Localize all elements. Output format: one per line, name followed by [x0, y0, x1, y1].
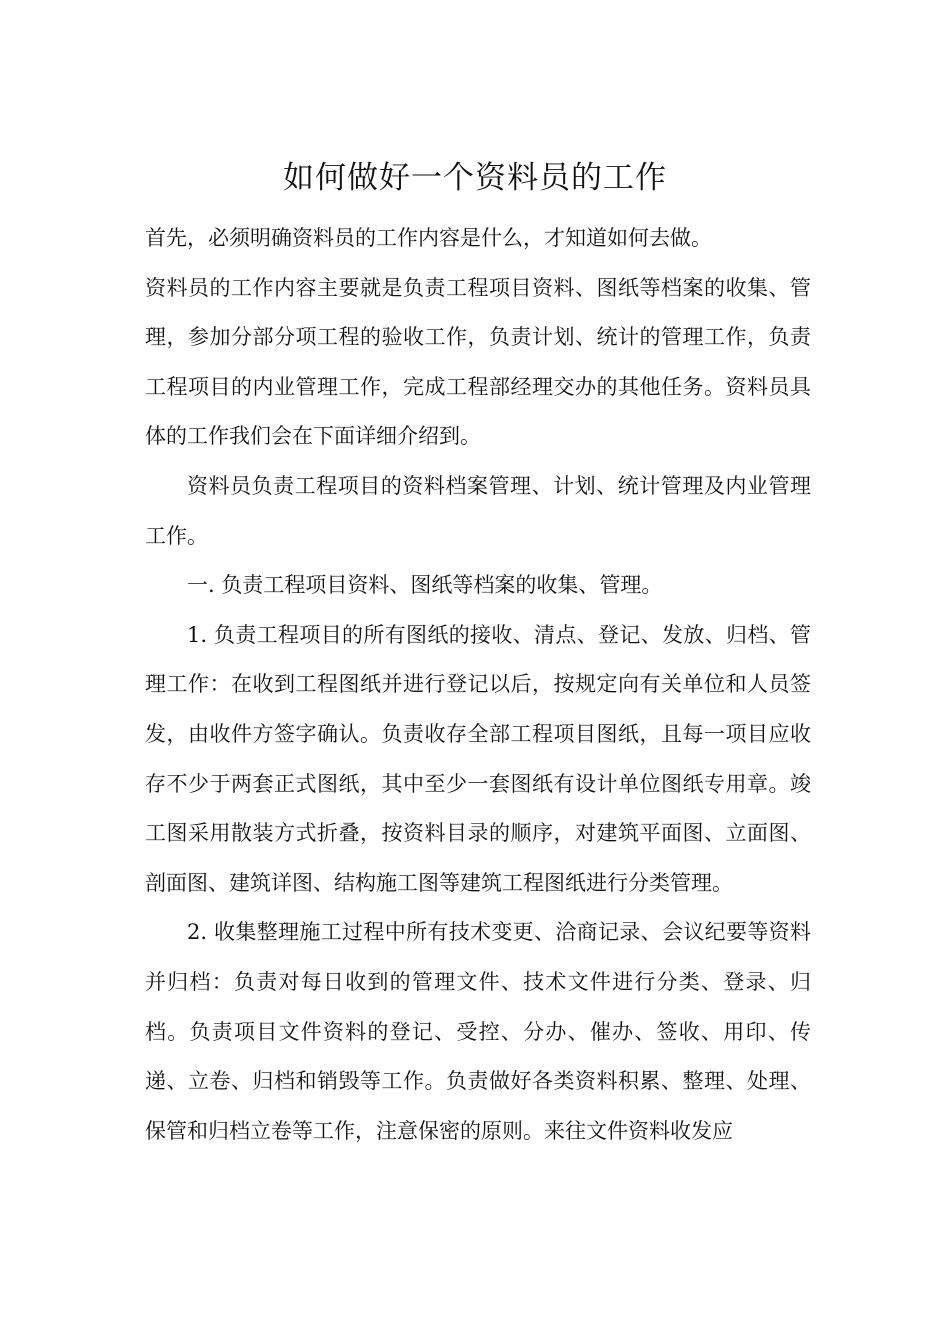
paragraph-work-content: 资料员的工作内容主要就是负责工程项目资料、图纸等档案的收集、管理，参加分部分项工程的验收工作，负责计划、统计的管理工作，负责工程项目的内业管理工作，完成工程部经理交办的其他任务。资料员具体的工作我们会在下面详细介绍到。 — [145, 275, 811, 449]
paragraph-responsibility-summary: 资料员负责工程项目的资料档案管理、计划、统计管理及内业管理工作。 — [145, 473, 811, 548]
document-title: 如何做好一个资料员的工作 — [283, 160, 667, 196]
document-body — [145, 214, 811, 1156]
paragraph-intro: 首先，必须明确资料员的工作内容是什么，才知道如何去做。 — [145, 226, 712, 250]
paragraph-item-1: 1. 负责工程项目的所有图纸的接收、清点、登记、发放、归档、管理工作：在收到工程图纸并进行登记以后，按规定向有关单位和人员签发，由收件方签字确认。负责收存全部工程项目图纸，且每一项目应收存不少于两套正式图纸，其中至少一套图纸有设计单位图纸专用章。竣工图采用散装方式折叠，按资料目录的顺序，对建筑平面图、立面图、剖面图、建筑详图、结构施工图等建筑工程图纸进行分类管理。 — [145, 622, 811, 895]
section-heading-1: 一. 负责工程项目资料、图纸等档案的收集、管理。 — [187, 573, 663, 598]
paragraph-item-2: 2. 收集整理施工过程中所有技术变更、洽商记录、会议纪要等资料并归档：负责对每日收到的管理文件、技术文件进行分类、登录、归档。负责项目文件资料的登记、受控、分办、催办、签收、用印、传递、立卷、归档和销毁等工作。负责做好各类资料积累、整理、处理、保管和归档立卷等工作，注意保密的原则。来往文件资料收发应 — [145, 920, 811, 1143]
